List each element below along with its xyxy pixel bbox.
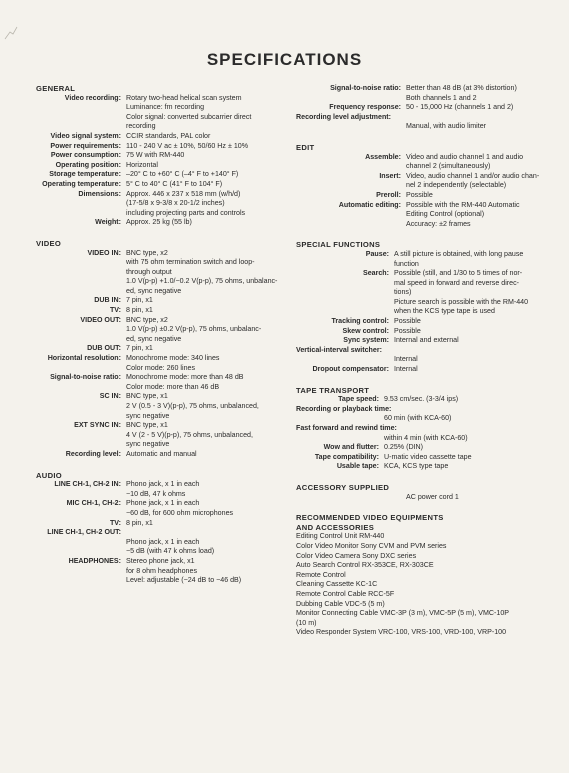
spec-value-line: 50 - 15,000 Hz (channels 1 and 2) xyxy=(406,103,514,112)
spec-row xyxy=(36,480,278,499)
section-recommended-heading xyxy=(296,513,544,532)
rec-level-label: Recording level adjustment: xyxy=(296,112,391,121)
spec-row xyxy=(296,327,544,337)
spec-label: Assemble: xyxy=(365,152,401,161)
text-line: Remote Control Cable RCC-5F xyxy=(296,589,395,598)
spec-label: HEADPHONES: xyxy=(68,556,121,565)
spec-value xyxy=(126,170,278,180)
spec-value-line: Phono jack, x 1 in each xyxy=(126,537,200,546)
spec-value xyxy=(394,269,544,317)
spec-value-line: Video, audio channel 1 and/or audio chan- xyxy=(406,171,540,180)
spec-value xyxy=(126,249,278,297)
spec-label: Wow and flutter: xyxy=(323,443,379,452)
spec-value xyxy=(406,153,544,172)
spec-value-line: A still picture is obtained, with long pause xyxy=(394,249,524,258)
spec-value xyxy=(126,421,278,450)
tape-speed-label: Tape speed: xyxy=(338,395,379,404)
spec-value xyxy=(126,450,278,460)
spec-value-line: 8 pin, x1 xyxy=(126,518,153,527)
spec-row xyxy=(36,161,278,171)
spec-value-line xyxy=(126,528,278,538)
spec-value-line: Rotary two-head helical scan system xyxy=(126,93,242,102)
spec-value-line: recording xyxy=(126,122,156,131)
spec-label: Video signal system: xyxy=(50,131,121,140)
spec-value xyxy=(126,218,278,228)
spec-label: Search: xyxy=(362,269,389,278)
section-tape-heading: TAPE TRANSPORT xyxy=(296,385,370,395)
spec-value xyxy=(384,453,544,463)
spec-value-line: −60 dB, for 600 ohm microphones xyxy=(126,508,234,517)
spec-label: Sync system: xyxy=(343,336,389,345)
spec-row xyxy=(36,218,278,228)
spec-row xyxy=(36,519,278,529)
spec-value-line: BNC type, x1 xyxy=(126,421,168,430)
spec-value-line: Stereo phone jack, x1 xyxy=(126,556,195,565)
spec-value xyxy=(126,373,278,392)
spec-label: TV: xyxy=(109,518,121,527)
spec-value-line: Possible with the RM-440 Automatic xyxy=(406,200,520,209)
spec-value xyxy=(126,94,278,132)
text-line: RECOMMENDED VIDEO EQUIPMENTS xyxy=(296,513,444,523)
spec-row xyxy=(36,538,278,557)
spec-row xyxy=(36,151,278,161)
spec-value-line: 7 pin, x1 xyxy=(126,344,153,353)
spec-row xyxy=(296,269,544,317)
spec-value xyxy=(126,132,278,142)
spec-value-line: including projecting parts and controls xyxy=(126,208,246,217)
section-audio-heading: AUDIO xyxy=(36,470,62,480)
general-rows xyxy=(36,94,278,228)
spec-value-line: Luminance: fm recording xyxy=(126,103,205,112)
spec-label: TV: xyxy=(109,306,121,315)
edit-rows xyxy=(296,153,544,230)
section-video-heading: VIDEO xyxy=(36,238,62,248)
spec-value xyxy=(126,316,278,345)
spec-value-line: 5° C to 40° C (41° F to 104° F) xyxy=(126,179,223,188)
spec-row xyxy=(36,344,278,354)
spec-value-line: Possible xyxy=(394,317,421,326)
text-line: Editing Control Unit RM-440 xyxy=(296,532,385,541)
spec-value-line: Both channels 1 and 2 xyxy=(406,93,477,102)
spec-value-line: ed, sync negative xyxy=(126,334,182,343)
spec-row xyxy=(296,191,544,201)
spec-label: LINE CH-1, CH-2 OUT: xyxy=(47,528,121,537)
spec-label: DUB IN: xyxy=(94,296,121,305)
spec-label: SC IN: xyxy=(99,392,121,401)
spec-label: Power consumption: xyxy=(50,151,121,160)
spec-value-line: 7 pin, x1 xyxy=(126,296,153,305)
text-line: Remote Control xyxy=(296,570,346,579)
spec-value xyxy=(394,250,544,269)
spec-label: Storage temperature: xyxy=(49,170,121,179)
spec-value xyxy=(126,142,278,152)
spec-label: Dimensions: xyxy=(78,189,121,198)
spec-label: Horizontal resolution: xyxy=(47,354,121,363)
rec-time-value: 60 min (with KCA-60) xyxy=(384,414,452,423)
spec-label xyxy=(36,538,126,557)
spec-label: VIDEO IN: xyxy=(87,248,121,257)
spec-label: EXT SYNC IN: xyxy=(74,421,121,430)
spec-value-line: function xyxy=(394,259,419,268)
spec-row xyxy=(36,306,278,316)
text-line: Color Video Camera Sony DXC series xyxy=(296,551,417,560)
spec-value-line: nel 2 independently (selectable) xyxy=(406,181,507,190)
spec-value xyxy=(394,336,544,346)
spec-row xyxy=(296,201,544,230)
spec-row xyxy=(36,94,278,132)
spec-label: Signal-to-noise ratio: xyxy=(330,84,401,92)
spec-value xyxy=(384,443,544,453)
spec-value xyxy=(394,327,544,337)
vis-value: Internal xyxy=(394,355,418,364)
spec-value-line: Approx. 446 x 237 x 518 mm (w/h/d) xyxy=(126,189,241,198)
spec-value-line: Phono jack, x 1 in each xyxy=(126,480,200,489)
spec-value-line: mal speed in forward and reverse direc- xyxy=(394,278,519,287)
spec-row xyxy=(296,153,544,172)
spec-row xyxy=(36,450,278,460)
spec-label: Operating temperature: xyxy=(42,179,121,188)
spec-value-line: sync negative xyxy=(126,440,170,449)
spec-row xyxy=(36,354,278,373)
spec-row xyxy=(296,317,544,327)
ff-value: within 4 min (with KCA-60) xyxy=(384,433,468,442)
spec-value-line: 1.0 V(p-p) +1.0/−0.2 V(p-p), 75 ohms, unbalanc- xyxy=(126,277,278,286)
dropout-value: Internal xyxy=(394,365,418,374)
spec-value-line: 1.0 V(p-p) ±0.2 V(p-p), 75 ohms, unbalanc- xyxy=(126,325,262,334)
page-title: SPECIFICATIONS xyxy=(206,50,363,69)
spec-value xyxy=(394,317,544,327)
dropout-label: Dropout compensator: xyxy=(312,365,389,374)
spec-row xyxy=(36,528,278,538)
spec-value-line: 2 V (0.5 - 3 V)(p-p), 75 ohms, unbalanced, xyxy=(126,402,259,410)
corner-mark-icon xyxy=(4,26,18,40)
spec-row xyxy=(296,172,544,191)
spec-label: Video recording: xyxy=(64,93,121,102)
spec-label: Recording level: xyxy=(65,449,121,458)
spec-row xyxy=(36,190,278,219)
spec-value-line: KCA, KCS type tape xyxy=(384,462,449,471)
section-general-heading: GENERAL xyxy=(36,84,76,93)
spec-value xyxy=(126,528,278,538)
spec-value-line: Internal and external xyxy=(394,336,459,345)
spec-value-line: BNC type, x2 xyxy=(126,248,168,257)
spec-value xyxy=(126,151,278,161)
spec-value xyxy=(384,462,544,472)
text-line: Color Video Monitor Sony CVM and PVM series xyxy=(296,541,447,550)
dropout-row xyxy=(296,365,544,375)
tape-rows xyxy=(296,443,544,472)
audio-right-rows xyxy=(296,84,544,113)
spec-value-line: 4 V (2 - 5 V)(p-p), 75 ohms, unbalanced, xyxy=(126,430,253,439)
spec-value-line: (17-5/8 x 9-3/8 x 20-1/2 inches) xyxy=(126,199,225,208)
spec-value xyxy=(126,306,278,316)
spec-value xyxy=(406,201,544,230)
spec-value-line: Possible xyxy=(406,190,433,199)
spec-value xyxy=(126,392,278,421)
spec-value xyxy=(126,190,278,219)
spec-label: Insert: xyxy=(379,171,401,180)
spec-value-line: –20° C to +60° C (–4° F to +140° F) xyxy=(126,170,239,179)
rec-level-value: Manual, with audio limiter xyxy=(406,122,487,131)
spec-value-line: tions) xyxy=(394,288,412,297)
spec-value xyxy=(126,519,278,529)
spec-value-line: U-matic video cassette tape xyxy=(384,452,472,461)
spec-value-line: Automatic and manual xyxy=(126,449,197,458)
spec-value-line: with 75 ohm termination switch and loop- xyxy=(126,258,255,267)
spec-value xyxy=(126,180,278,190)
spec-value-line: 110 - 240 V ac ± 10%, 50/60 Hz ± 10% xyxy=(126,141,249,150)
spec-row xyxy=(36,296,278,306)
section-accessory-heading: ACCESSORY SUPPLIED xyxy=(296,482,390,492)
spec-value-line: ed, sync negative xyxy=(126,286,182,295)
spec-value-line: Horizontal xyxy=(126,160,158,169)
spec-value-line: for 8 ohm headphones xyxy=(126,566,197,575)
spec-row xyxy=(36,392,278,421)
spec-value xyxy=(406,84,544,103)
section-special-heading: SPECIAL FUNCTIONS xyxy=(296,240,381,250)
spec-value xyxy=(406,103,544,113)
spec-value-line: Approx. 25 kg (55 lb) xyxy=(126,218,192,227)
spec-label: Weight: xyxy=(95,218,121,227)
spec-row xyxy=(36,132,278,142)
spec-value xyxy=(126,161,278,171)
spec-label: Tracking control: xyxy=(331,317,389,326)
spec-row xyxy=(36,142,278,152)
spec-value-line: 8 pin, x1 xyxy=(126,306,153,315)
spec-label: DUB OUT: xyxy=(87,344,121,353)
spec-row xyxy=(36,249,278,297)
spec-value-line: Level: adjustable (−24 dB to −46 dB) xyxy=(126,576,242,585)
spec-row xyxy=(36,316,278,345)
spec-label: Operating position: xyxy=(55,160,121,169)
text-line: Monitor Connecting Cable VMC-3P (3 m), VMC-5P (5 m), VMC-10P xyxy=(296,609,510,618)
spec-label: Pause: xyxy=(365,249,389,258)
spec-value xyxy=(126,499,278,518)
spec-value-line: Monochrome mode: more than 48 dB xyxy=(126,373,244,382)
spec-value-line: Accuracy: ±2 frames xyxy=(406,219,471,228)
spec-value-line: CCIR standards, PAL color xyxy=(126,131,211,140)
spec-value-line: −10 dB, 47 k ohms xyxy=(126,489,186,498)
text-line: Auto Search Control RX-353CE, RX-303CE xyxy=(296,561,434,570)
text-line: (10 m) xyxy=(296,618,317,627)
spec-value-line: 75 W with RM-440 xyxy=(126,151,185,160)
spec-label: Skew control: xyxy=(342,326,389,335)
spec-value-line: Better than 48 dB (at 3% distortion) xyxy=(406,84,517,92)
spec-value-line: Editing Control (optional) xyxy=(406,210,485,219)
spec-value-line: Possible xyxy=(394,326,421,335)
spec-value-line: when the KCS type tape is used xyxy=(394,307,495,316)
spec-value xyxy=(126,344,278,354)
spec-label: Power requirements: xyxy=(50,141,121,150)
spec-value-line: Monochrome mode: 340 lines xyxy=(126,354,220,363)
tape-speed-value: 9.53 cm/sec. (3-3/4 ips) xyxy=(384,395,459,404)
spec-value xyxy=(126,538,278,557)
spec-value-line: BNC type, x2 xyxy=(126,315,168,324)
spec-row xyxy=(296,336,544,346)
spec-label: LINE CH-1, CH-2 IN: xyxy=(54,480,121,489)
spec-value xyxy=(126,557,278,586)
spec-row xyxy=(296,103,544,113)
spec-row xyxy=(296,84,544,103)
spec-row xyxy=(36,499,278,518)
left-column xyxy=(36,84,278,586)
ff-label: Fast forward and rewind time: xyxy=(296,424,397,432)
spec-value xyxy=(406,191,544,201)
spec-value-line: Color mode: 260 lines xyxy=(126,363,196,372)
section-edit-heading: EDIT xyxy=(296,142,315,152)
audio-rows xyxy=(36,480,278,586)
spec-value-line: Color signal: converted subcarrier direct xyxy=(126,112,252,121)
spec-row xyxy=(296,250,544,269)
text-line: AND ACCESSORIES xyxy=(296,522,375,532)
spec-row xyxy=(36,180,278,190)
spec-value-line: Phone jack, x 1 in each xyxy=(126,499,200,508)
spec-value-line: −5 dB (with 47 k ohms load) xyxy=(126,547,215,556)
spec-value-line: Possible (still, and 1/30 to 5 times of nor- xyxy=(394,269,523,278)
spec-row xyxy=(36,421,278,450)
right-column xyxy=(296,84,544,638)
text-line: Dubbing Cable VDC-5 (5 m) xyxy=(296,599,385,608)
spec-value xyxy=(126,354,278,373)
spec-label: Usable tape: xyxy=(336,462,379,471)
special-rows xyxy=(296,250,544,346)
spec-row xyxy=(36,170,278,180)
spec-label: MIC CH-1, CH-2: xyxy=(66,499,121,508)
spec-label: Tape compatibility: xyxy=(314,452,379,461)
tape-speed-row xyxy=(296,395,544,405)
spec-value xyxy=(406,172,544,191)
spec-value-line: BNC type, x1 xyxy=(126,392,168,401)
spec-value-line: 0.25% (DIN) xyxy=(384,443,424,452)
recommended-list xyxy=(296,532,544,638)
spec-row xyxy=(36,373,278,392)
spec-value xyxy=(126,296,278,306)
accessory-value: AC power cord 1 xyxy=(406,492,459,501)
spec-value-line: Picture search is possible with the RM-440 xyxy=(394,297,529,306)
vis-label: Vertical-interval switcher: xyxy=(296,345,382,354)
spec-label: Frequency response: xyxy=(329,103,401,112)
text-line: Cleaning Cassette KC-1C xyxy=(296,580,378,589)
spec-value-line: Color mode: more than 46 dB xyxy=(126,382,220,391)
spec-value-line: sync negative xyxy=(126,411,170,420)
spec-value-line: through output xyxy=(126,267,172,276)
spec-label: Signal-to-noise ratio: xyxy=(50,373,121,382)
spec-row xyxy=(36,557,278,586)
spec-value-line: Video and audio channel 1 and audio xyxy=(406,152,524,161)
spec-row xyxy=(296,443,544,453)
spec-value xyxy=(126,480,278,499)
text-line: Video Responder System VRC-100, VRS-100, VRD-100, VRP-100 xyxy=(296,628,507,637)
spec-row xyxy=(296,462,544,472)
rec-time-label: Recording or playback time: xyxy=(296,404,392,413)
video-rows xyxy=(36,249,278,460)
spec-value-line: channel 2 (simultaneously) xyxy=(406,162,491,171)
spec-row xyxy=(296,453,544,463)
spec-label: Preroll: xyxy=(376,190,401,199)
spec-label: VIDEO OUT: xyxy=(80,315,121,324)
spec-label: Automatic editing: xyxy=(338,200,401,209)
